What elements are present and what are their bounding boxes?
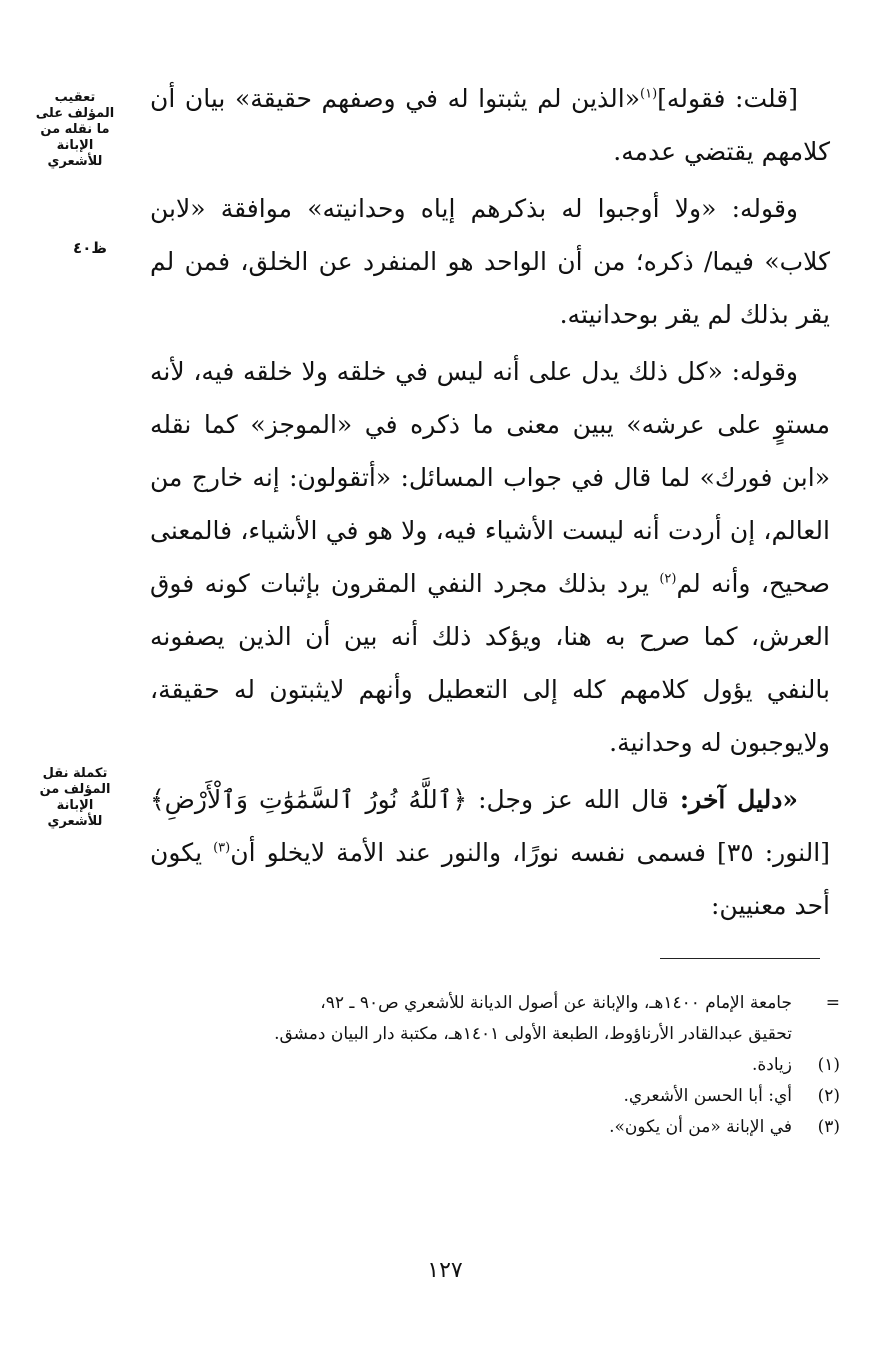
margin-note-continuation: تكملة نقل المؤلف من الإبانة للأشعري bbox=[39, 766, 111, 829]
footnote-text: أي: أبا الحسن الأشعري. bbox=[623, 1086, 792, 1106]
footnote-number: (٣) bbox=[817, 1117, 840, 1137]
section-heading-another-proof: «دليل آخر: bbox=[679, 785, 799, 814]
continuation-line-1: جامعة الإمام ١٤٠٠هـ، والإبانة عن أصول الديانة للأشعري ص٩٠ ـ ٩٢، bbox=[320, 993, 792, 1013]
p4-part-b: يكون أحد معنيين: bbox=[150, 838, 830, 920]
p3-part-b: يرد بذلك مجرد النفي المقرون بإثبات كونه فوق العرش، كما صرح به هنا، ويؤكد ذلك أنه بين أن الذين يصفونه بالنفي يؤول كلامهم كله إلى التعطيل وأنهم لايثبتون له حقيقة، ولايوجبون له وحدانية. bbox=[150, 569, 830, 757]
margin-note-comment: تعقيب المؤلف على ما نقله من الإبانة للأشعري bbox=[35, 90, 115, 169]
footnote-item bbox=[150, 1081, 840, 1112]
main-text bbox=[150, 72, 830, 936]
footnotes bbox=[150, 988, 840, 1143]
paragraph-4 bbox=[150, 773, 830, 932]
footnote-text: زيادة. bbox=[751, 1055, 792, 1075]
page-number: ١٢٧ bbox=[427, 1258, 463, 1283]
p3-part-a: وقوله: «كل ذلك يدل على أنه ليس في خلقه ولا خلقه فيه، لأنه مستوٍ على عرشه» يبين معنى ما ذكره في «الموجز» كما نقله «ابن فورك» لما قال في جواب المسائل: «أتقولون: إنه خارج من العالم، إن أردت أنه ليست الأشياء فيه، ولا هو في الأشياء، فالمعنى صحيح، وأنه لم bbox=[150, 357, 830, 598]
manuscript-page-marker: ظ٤٠ bbox=[73, 239, 107, 257]
footnote-ref-2: (٢) bbox=[659, 571, 677, 587]
footnote-item bbox=[150, 1112, 840, 1143]
p4-part-a: قال الله عز وجل: ﴿ٱللَّهُ نُورُ ٱلسَّمَٰوَٰتِ وَٱلْأَرْضِ﴾ [النور: ٣٥] فسمى نفسه نورًا، والنور عند الأمة لايخلو أن bbox=[150, 785, 830, 867]
footnote-ref-3: (٣) bbox=[213, 840, 231, 856]
p1-rest: «الذين لم يثبتوا له في وصفهم حقيقة» بيان أن كلامهم يقتضي عدمه. bbox=[150, 84, 830, 166]
footnote-number: (٢) bbox=[817, 1086, 840, 1106]
footnote-text: في الإبانة «من أن يكون». bbox=[609, 1117, 792, 1137]
continuation-mark: = bbox=[825, 993, 840, 1013]
paragraph-2: وقوله: «ولا أوجبوا له بذكرهم إياه وحدانيته» موافقة «لابن كلاب» فيما/ ذكره؛ من أن الواحد هو المنفرد عن الخلق، فمن لم يقر بذلك لم يقر بوحدانيته. bbox=[150, 194, 830, 329]
footnote-item bbox=[150, 1050, 840, 1081]
footnote-number: (١) bbox=[817, 1055, 840, 1075]
footnote-ref-1: (١) bbox=[640, 86, 658, 102]
footnote-continuation bbox=[150, 988, 840, 1050]
paragraph-1 bbox=[150, 72, 830, 178]
footnote-separator bbox=[660, 958, 820, 959]
paragraph-3 bbox=[150, 345, 830, 769]
continuation-line-2: تحقيق عبدالقادر الأرناؤوط، الطبعة الأولى ١٤٠١هـ، مكتبة دار البيان دمشق. bbox=[274, 1024, 792, 1044]
p1-opening: [قلت: فقوله] bbox=[657, 84, 798, 113]
